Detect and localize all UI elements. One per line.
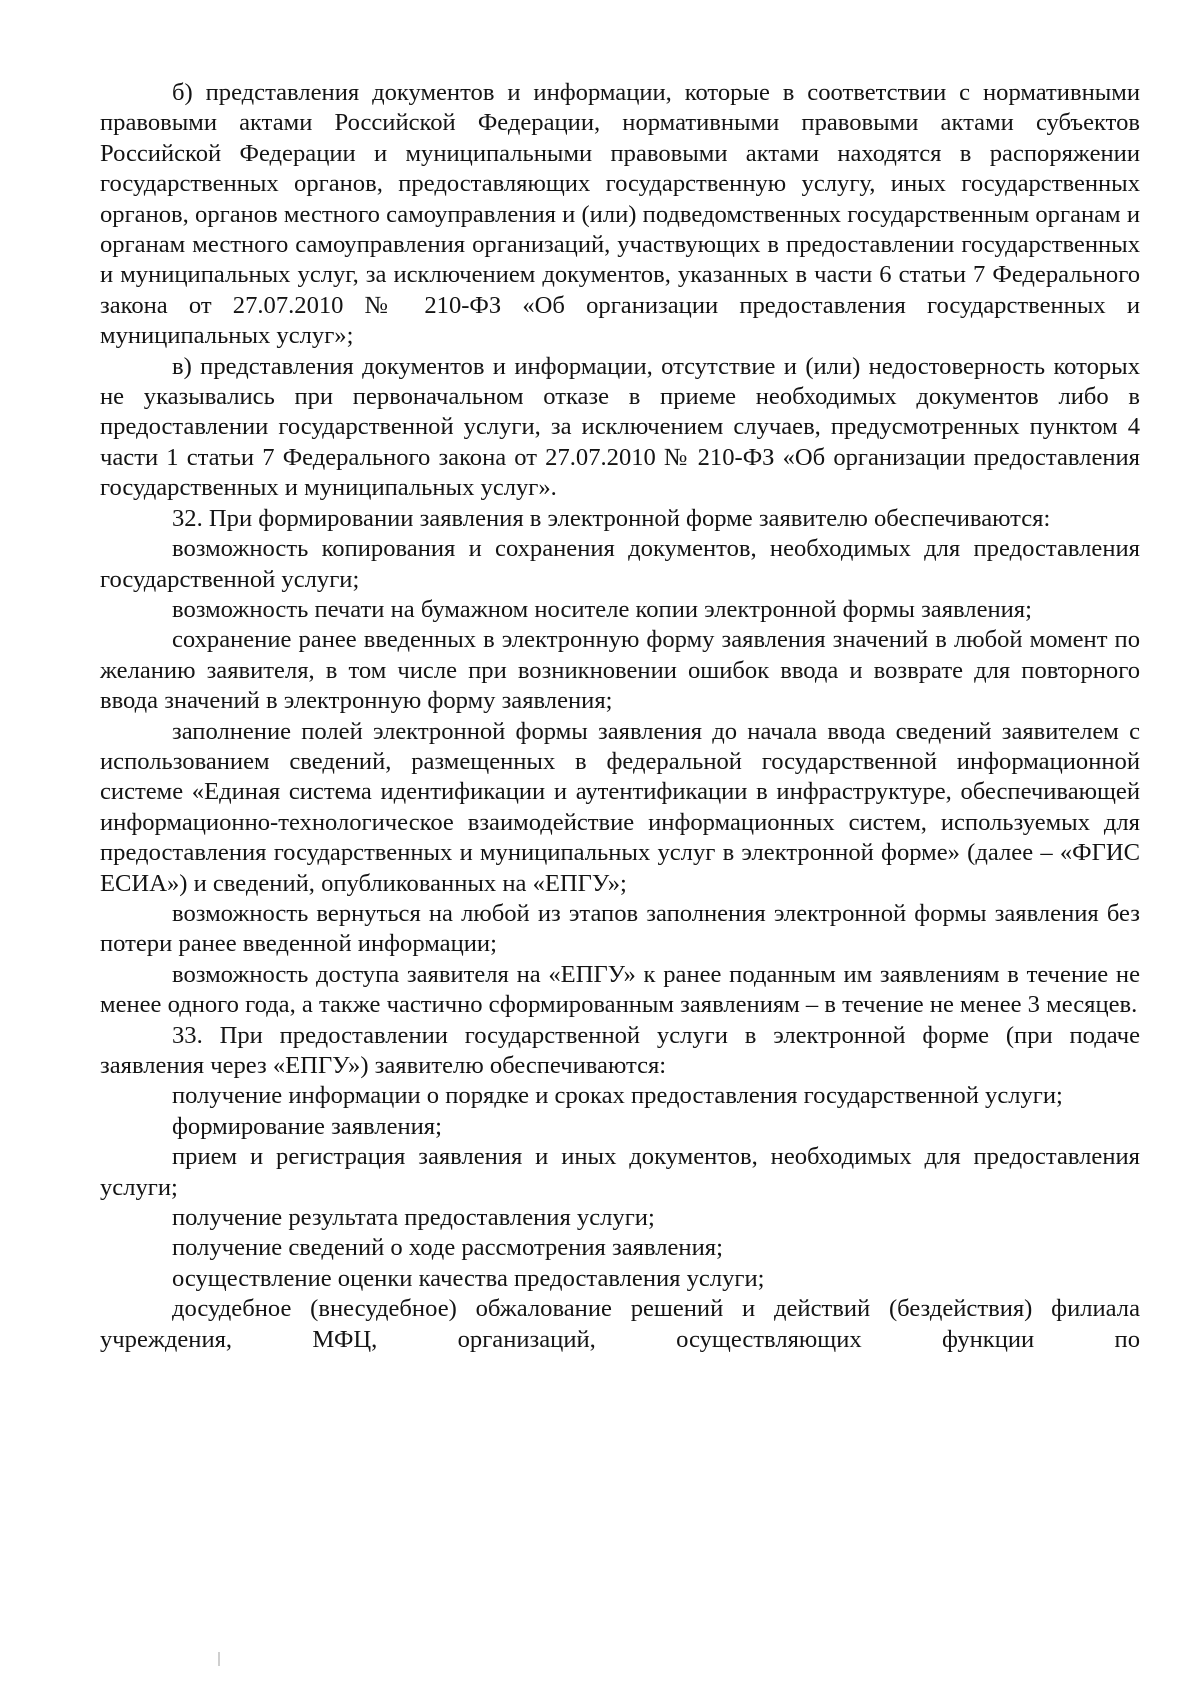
paragraph-form-application: формирование заявления; <box>172 1112 442 1140</box>
paragraph-get-status: получение сведений о ходе рассмотрения заявления; <box>172 1234 723 1262</box>
paragraph-registration: прием и регистрация заявления и иных документов, необходимых для предоставления услуги; <box>100 1143 1140 1201</box>
paragraph-33: 33. При предоставлении государственной услуги в электронной форме (при подаче заявления через «ЕПГУ») заявителю обеспечиваются: <box>100 1021 1140 1079</box>
paragraph-item-v: в) представления документов и информации, отсутствие и (или) недостоверность которых не указывались при первоначальном отказе в приеме необходимых документов либо в предоставлении государственной услуги, за исключением случаев, предусмотренных пунктом 4 части 1 статьи 7 Федерального закона от 27.07.2010 № 210-ФЗ «Об организации предоставления государственных и муниципальных услуг». <box>100 352 1140 502</box>
paragraph-appeal: досудебное (внесудебное) обжалование решений и действий (бездействия) филиала учреждения, МФЦ, организаций, осуществляющих функции по <box>100 1295 1140 1353</box>
paragraph-print: возможность печати на бумажном носителе копии электронной формы заявления; <box>172 595 1032 623</box>
document-body <box>100 78 1140 1355</box>
paragraph-fill-fields: заполнение полей электронной формы заявления до начала ввода сведений заявителем с использованием сведений, размещенных в федеральной государственной информационной системе «Единая система идентификации и аутентификации в инфраструктуре, обеспечивающей информационно-технологическое взаимодействие информационных систем, используемых для предоставления государственных и муниципальных услуг в электронной форме» (далее – «ФГИС ЕСИА») и сведений, опубликованных на «ЕПГУ»; <box>100 717 1140 897</box>
paragraph-get-info: получение информации о порядке и сроках предоставления государственной услуги; <box>172 1082 1063 1110</box>
paragraph-quality-assessment: осуществление оценки качества предоставления услуги; <box>172 1264 765 1292</box>
paragraph-save-values: сохранение ранее введенных в электронную форму заявления значений в любой момент по желанию заявителя, в том числе при возникновении ошибок ввода и возврате для повторного ввода значений в электронную форму заявления; <box>100 626 1140 715</box>
paragraph-get-result: получение результата предоставления услуги; <box>172 1204 655 1232</box>
paragraph-access-applications: возможность доступа заявителя на «ЕПГУ» к ранее поданным им заявлениям в течение не менее одного года, а также частично сформированным заявлениям – в течение не менее 3 месяцев. <box>100 960 1140 1019</box>
paragraph-copy-save: возможность копирования и сохранения документов, необходимых для предоставления государственной услуги; <box>100 535 1140 593</box>
paragraph-32: 32. При формировании заявления в электронной форме заявителю обеспечиваются: <box>172 504 1051 532</box>
scan-artifact <box>218 1652 220 1666</box>
paragraph-item-b: б) представления документов и информации, которые в соответствии с нормативными правовыми актами Российской Федерации, нормативными правовыми актами субъектов Российской Федерации и муниципальными правовыми актами находятся в распоряжении государственных органов, предоставляющих государственную услугу, иных государственных органов, органов местного самоуправления и (или) подведомственных государственным органам и органам местного самоуправления организаций, участвующих в предоставлении государственных и муниципальных услуг, за исключением документов, указанных в части 6 статьи 7 Федерального закона от 27.07.2010 № 210-ФЗ «Об организации предоставления государственных и муниципальных услуг»; <box>100 79 1140 350</box>
paragraph-return-stage: возможность вернуться на любой из этапов заполнения электронной формы заявления без потери ранее введенной информации; <box>100 899 1140 958</box>
